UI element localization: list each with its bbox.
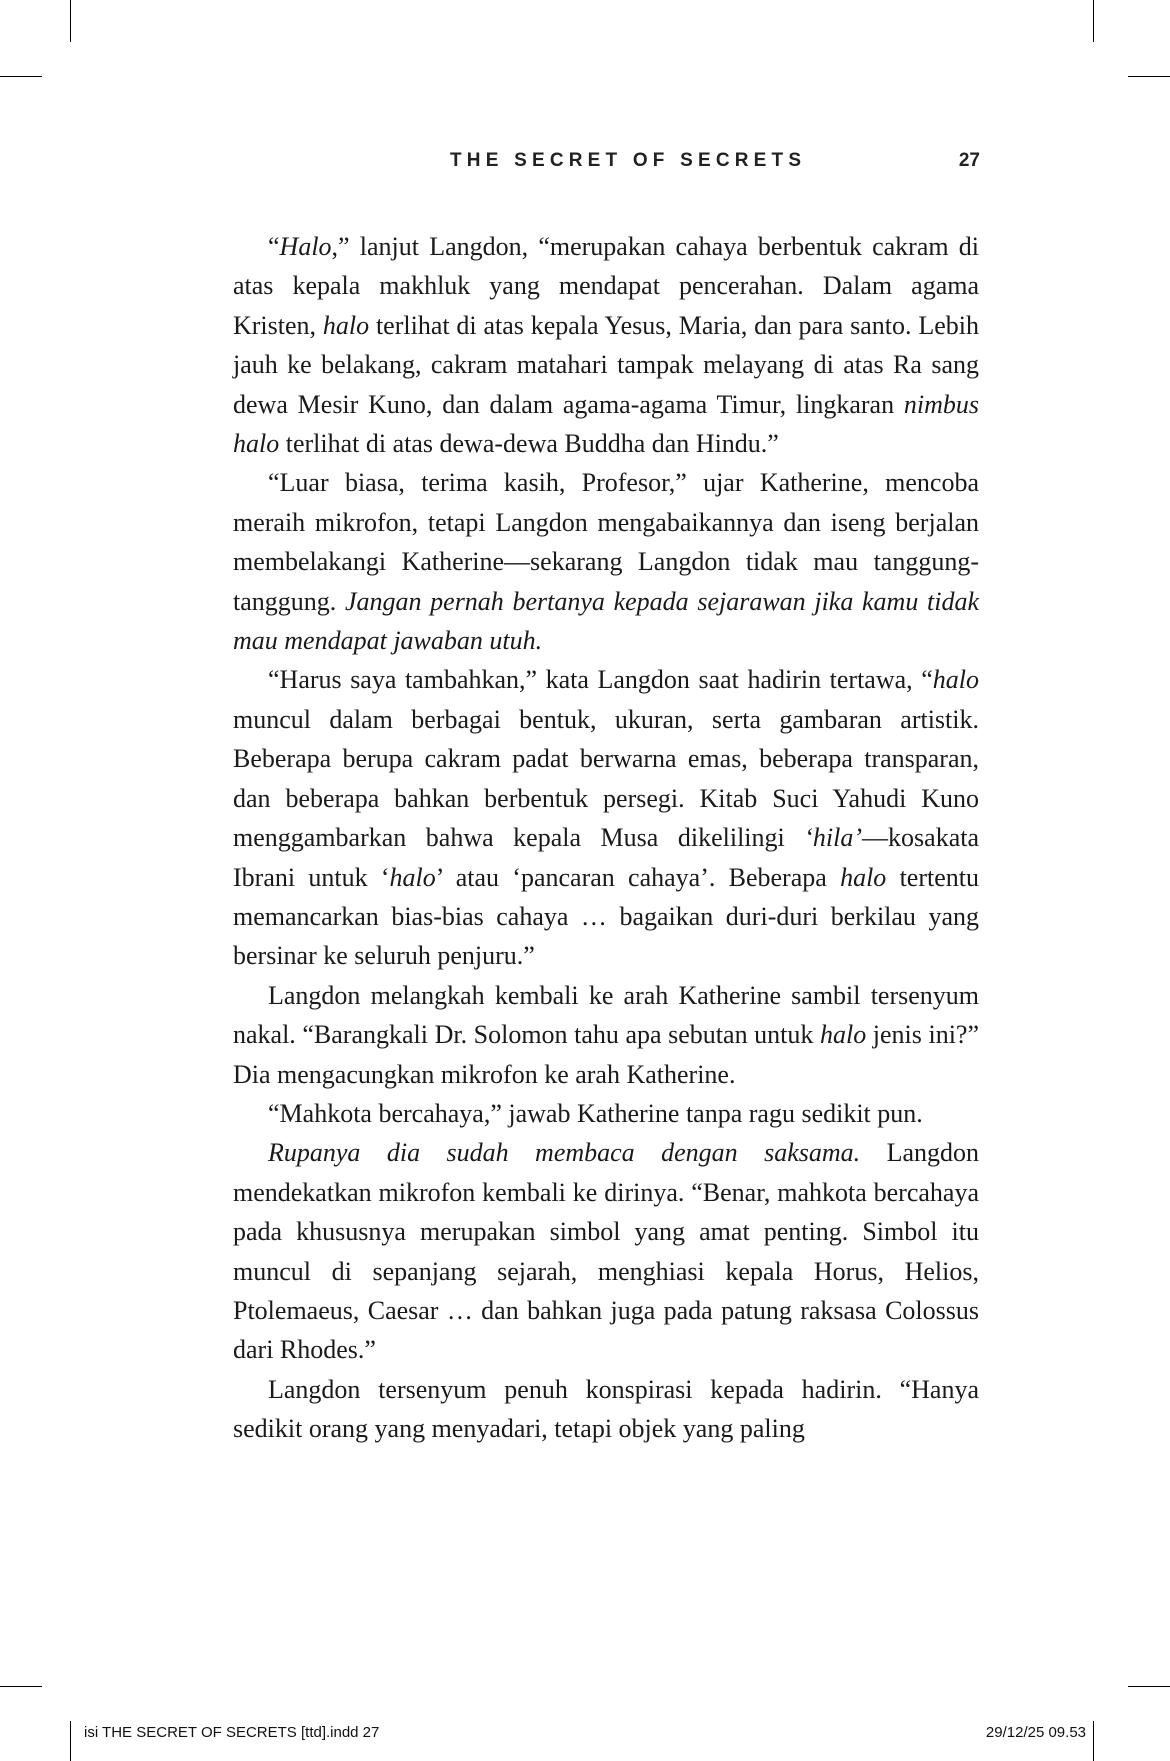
- text-run: terlihat di atas kepala Yesus, Maria, dan para santo. Lebih jauh ke belakang, cakram matahari tampak melayang di atas Ra sang dewa Mesir Kuno, dan dalam agama-agama Timur, lingkaran: [233, 310, 979, 419]
- italic-run: Jangan pernah bertanya kepada sejarawan jika kamu tidak mau mendapat jawaban utuh.: [233, 586, 979, 656]
- crop-mark-top-left-h: [0, 76, 42, 77]
- slug-line: [0, 1724, 1170, 1746]
- italic-run: Halo: [279, 232, 332, 261]
- crop-mark-top-right-h: [1128, 76, 1170, 77]
- italic-run: halo: [840, 862, 887, 892]
- italic-run: nimbus halo: [233, 389, 979, 459]
- text-run: ’ atau ‘pancaran cahaya’. Beberapa: [435, 862, 841, 892]
- running-head-title: THE SECRET OF SECRETS: [450, 150, 807, 171]
- text-run: Langdon mendekatkan mikrofon kembali ke dirinya. “Benar, mahkota bercahaya pada khususnya merupakan simbol yang amat penting. Simbol itu muncul di sepanjang sejarah, menghiasi kepala Horus, Helios, Ptolemaeus, Caesar … dan bahkan juga pada patung raksasa Colossus dari Rhodes.”: [233, 1138, 979, 1365]
- text-run: muncul dalam berbagai bentuk, ukuran, serta gambaran artistik. Beberapa berupa cakram padat berwarna emas, beberapa transparan, dan beberapa bahkan berbentuk persegi. Kitab Suci Yahudi Kuno menggambarkan bahwa kepala Musa dikelilingi: [233, 704, 979, 853]
- page-number: 27: [958, 150, 980, 171]
- text-run: terlihat di atas dewa-dewa Buddha dan Hindu.”: [279, 429, 779, 459]
- paragraph: [233, 1133, 979, 1369]
- paragraph: [233, 976, 979, 1094]
- text-run: “: [268, 232, 280, 261]
- crop-mark-top-right: [1093, 0, 1094, 42]
- italic-run: halo: [322, 310, 370, 340]
- text-run: “Luar biasa, terima kasih, Profesor,” ujar Katherine, mencoba meraih mikrofon, tetapi Langdon mengabaikannya dan iseng berjalan membelakangi Katherine—sekarang Langdon tidak mau tanggung-tanggung.: [233, 468, 979, 616]
- text-run: ,” lanjut Langdon, “merupakan cahaya berbentuk cakram di atas kepala makhluk yang mendapat pencerahan. Dalam agama Kristen,: [233, 232, 979, 340]
- italic-run: halo: [389, 862, 436, 892]
- crop-mark-bottom-left-h: [0, 1686, 42, 1687]
- italic-run: Rupanya dia sudah membaca dengan saksama.: [268, 1138, 861, 1168]
- text-run: jenis ini?” Dia mengacungkan mikrofon ke arah Katherine.: [233, 1020, 979, 1089]
- running-head: [260, 150, 980, 180]
- italic-run: ‘hila’: [804, 823, 863, 853]
- text-run: “Mahkota bercahaya,” jawab Katherine tanpa ragu sedikit pun.: [268, 1098, 923, 1128]
- text-run: tertentu memancarkan bias-bias cahaya … bagaikan duri-duri berkilau yang bersinar ke seluruh penjuru.”: [233, 862, 979, 971]
- body-text: [233, 227, 979, 1449]
- paragraph: [233, 227, 979, 463]
- text-run: Langdon tersenyum penuh konspirasi kepada hadirin. “Hanya sedikit orang yang menyadari, tetapi objek yang paling: [233, 1374, 979, 1444]
- paragraph: [233, 1094, 979, 1133]
- text-run: “Harus saya tambahkan,” kata Langdon saat hadirin tertawa, “: [268, 665, 933, 695]
- slug-datetime: 29/12/25 09.53: [985, 1724, 1086, 1741]
- text-run: Langdon melangkah kembali ke arah Katherine sambil tersenyum nakal. “Barangkali Dr. Solomon tahu apa sebutan untuk: [233, 980, 979, 1050]
- crop-mark-bottom-right-h: [1128, 1686, 1170, 1687]
- italic-run: halo: [932, 665, 979, 695]
- text-run: —kosakata Ibrani untuk ‘: [233, 823, 979, 892]
- crop-mark-top-left: [70, 0, 71, 42]
- paragraph: [233, 463, 979, 660]
- paragraph: [233, 660, 979, 975]
- paragraph: [233, 1370, 979, 1449]
- italic-run: halo: [819, 1020, 867, 1050]
- slug-filename: isi THE SECRET OF SECRETS [ttd].indd 27: [84, 1724, 380, 1741]
